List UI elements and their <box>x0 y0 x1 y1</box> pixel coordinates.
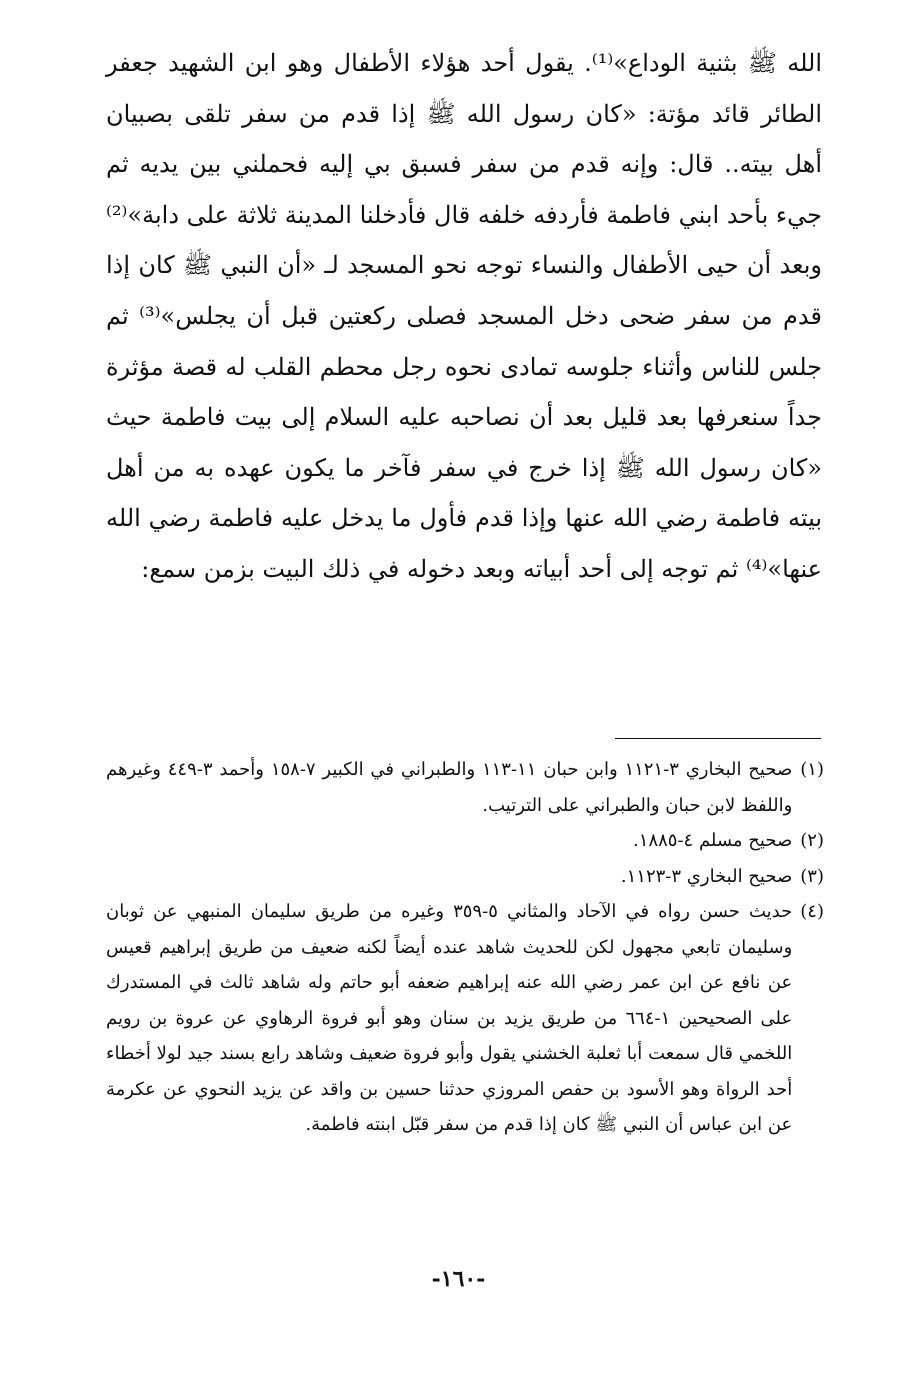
main-text <box>106 38 822 595</box>
footnote-1 <box>106 752 824 823</box>
footnote-2 <box>106 823 824 859</box>
footnote-3 <box>106 859 824 895</box>
main-paragraph: الله ﷺ بثنية الوداع»⁽¹⁾. يقول أحد هؤلاء الأطفال وهو ابن الشهيد جعفر الطائر قائد مؤتة: «كان رسول الله ﷺ إذا قدم من سفر تلقى بصبيان أهل بيته.. قال: وإنه قدم من سفر فسبق بي إليه فحملني بين يديه ثم جيء بأحد ابني فاطمة فأردفه خلفه قال فأدخلنا المدينة ثلاثة على دابة»⁽²⁾ وبعد أن حيى الأطفال والنساء توجه نحو المسجد لـ «أن النبي ﷺ كان إذا قدم من سفر ضحى دخل المسجد فصلى ركعتين قبل أن يجلس»⁽³⁾ ثم جلس للناس وأثناء جلوسه تمادى نحوه رجل محطم القلب له قصة مؤثرة جداً سنعرفها بعد قليل بعد أن نصاحبه عليه السلام إلى بيت فاطمة حيث «كان رسول الله ﷺ إذا خرج في سفر فآخر ما يكون عهده به من أهل بيته فاطمة رضي الله عنها وإذا قدم فأول ما يدخل عليه فاطمة رضي الله عنها»⁽⁴⁾ ثم توجه إلى أحد أبياته وبعد دخوله في ذلك البيت بزمن سمع: <box>106 49 823 583</box>
footnote-number: (٢) <box>800 830 824 851</box>
footnote-number: (١) <box>800 759 824 780</box>
footnote-text: صحيح مسلم ٤-١٨٨٥. <box>633 830 793 851</box>
footnote-4 <box>106 894 824 1143</box>
footnote-number: (٣) <box>800 865 824 887</box>
footnote-separator <box>615 738 821 739</box>
footnote-number: (٤) <box>800 901 824 922</box>
footnote-text: حديث حسن رواه في الآحاد والمثاني ٥-٣٥٩ وغيره من طريق سليمان المنبهي عن ثوبان وسليمان تابعي مجهول لكن للحديث شاهد عنده أيضاً لكنه ضعيف من طريق إبراهيم قعيس عن نافع عن ابن عمر رضي الله عنه إبراهيم ضعفه أبو حاتم وله شاهد ثالث في المستدرك على الصحيحين ١-٦٦٤ من طريق يزيد بن سنان وهو أبو فروة الرهاوي عن عروة بن رويم اللخمي قال سمعت أبا ثعلبة الخشني يقول وأبو فروة ضعيف وشاهد رابع بسند جيد لولا أخطاء أحد الرواة وهو الأسود بن حفص المروزي حدثنا حسين بن واقد عن يزيد النحوي عن عكرمة عن ابن عباس أن النبي ﷺ كان إذا قدم من سفر قبّل ابنته فاطمة. <box>106 901 793 1135</box>
footnote-text: صحيح البخاري ٣-١١٢١ وابن حبان ١١-١١٣ والطبراني في الكبير ٧-١٥٨ وأحمد ٣-٤٤٩ وغيرهم واللفظ لابن حبان والطبراني على الترتيب. <box>106 759 793 816</box>
page-number: -١٦٠- <box>431 1266 486 1292</box>
footnotes <box>106 752 824 1143</box>
footnote-text: صحيح البخاري ٣-١١٢٣. <box>620 865 793 887</box>
